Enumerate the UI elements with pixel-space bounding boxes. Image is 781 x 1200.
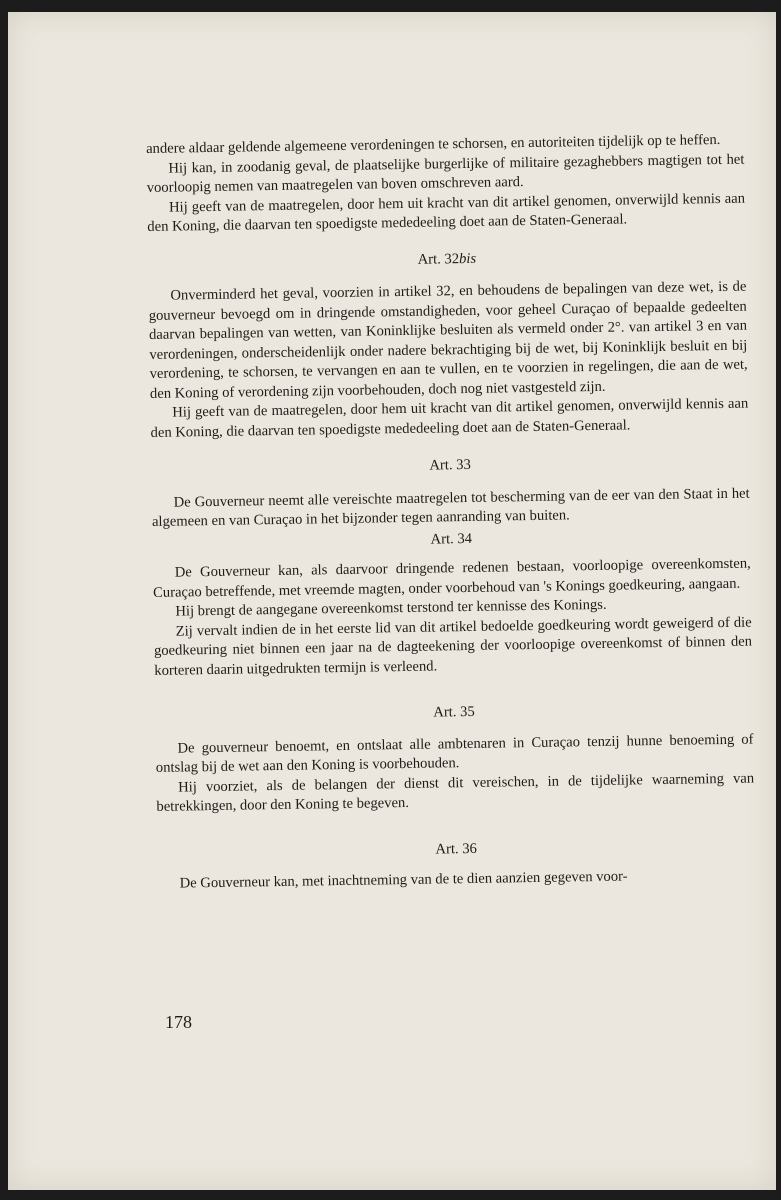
paragraph: Hij voorziet, als de belangen der dienst dit vereischen, in de tijdelijke waarneming van betrekkingen, door den Koning te begeven.	[156, 770, 755, 815]
paragraph: Hij geeft van de maatregelen, door hem uit kracht van dit artikel genomen, onverwijld kennis aan den Koning, die daarvan ten spoedigste mededeeling doet aan de Staten-Generaal.	[147, 190, 746, 235]
article-heading-prefix: Art.	[433, 704, 461, 721]
scanned-page	[8, 12, 776, 1190]
paragraph: De Gouverneur kan, met inachtneming van de te dien aanzien gegeven voor-	[179, 868, 628, 892]
article-heading-prefix: Art.	[429, 457, 457, 474]
paragraph: De Gouverneur kan, als daarvoor dringende redenen bestaan, voorloopige overeenkomsten, Curaçao betreffende, met vreemde magten, onder voorbehoud van 's Konings goedkeuring, aangaan.	[152, 555, 751, 601]
page-body	[146, 131, 756, 895]
article-heading-36	[157, 835, 755, 864]
paragraph: andere aldaar geldende algemeene verordeningen te schorsen, en autoriteiten tijdelijk op te heffen.	[146, 131, 721, 157]
article-heading-prefix: Art.	[417, 250, 445, 268]
article-heading-32bis	[148, 245, 746, 274]
article-heading-35	[155, 699, 753, 728]
article-heading-prefix: Art.	[435, 840, 463, 858]
paragraph: Onverminderd het geval, voorzien in artikel 32, en behoudens de bepalingen van deze wet, is de gouverneur bevoegd om in dringende omstandigheden, voor geheel Curaçao of bepaalde gedeelten daarvan bepalingen van wetten, van Koninklijke besluiten als vermeld onder 2°. van artikel 3 en van verordeningen, onderscheidenlijk onder nadere bekrachtiging bij de wet, bij Koninklijk besluit en bij verordening, te schorsen, te vervangen en aan te vullen, en te voorzien in regelingen, die aan de wet, den Koning of verordening zijn voorbehouden, doch nog niet vastgesteld zijn.	[148, 278, 748, 402]
page-number: 178	[165, 1012, 192, 1032]
article-heading-suffix: bis	[458, 250, 477, 267]
paragraph: Hij brengt de aangegane overeenkomst terstond ter kennisse des Konings.	[175, 596, 607, 620]
paragraph: Zij vervalt indien de in het eerste lid van dit artikel bedoelde goedkeuring wordt geweigerd of die goedkeuring niet binnen een jaar na de dagteekening der voorloopige overeenkomst of binnen den korteren daarin uitgedrukten termijn is verleend.	[153, 614, 753, 679]
paragraph: De Gouverneur neemt alle vereischte maatregelen tot bescherming van de eer van den Staat in het algemeen en van Curaçao in het bijzonder tegen aanranding van buiten.	[151, 485, 750, 530]
article-heading-33	[151, 452, 749, 481]
article-heading-number: 34	[457, 530, 473, 547]
paragraph: Hij geeft van de maatregelen, door hem uit kracht van dit artikel genomen, onverwijld kennis aan den Koning, die daarvan ten spoedigste mededeeling doet aan de Staten-Generaal.	[150, 395, 749, 441]
article-heading-number: 36	[462, 840, 477, 857]
paragraph: De gouverneur benoemt, en ontslaat alle ambtenaren in Curaçao tenzij hunne benoeming of ontslag bij de wet aan den Koning is voorbehouden.	[155, 731, 754, 776]
article-heading-number: 33	[456, 456, 471, 474]
paragraph: Hij kan, in zoodanig geval, de plaatselijke burgerlijke of militaire gezaghebbers magtigen tot het voorloopig nemen van maatregelen van boven omschreven aard.	[146, 151, 745, 196]
article-heading-number: 35	[459, 703, 475, 721]
article-heading-prefix: Art.	[430, 530, 458, 548]
article-heading-number: 32	[444, 250, 460, 267]
